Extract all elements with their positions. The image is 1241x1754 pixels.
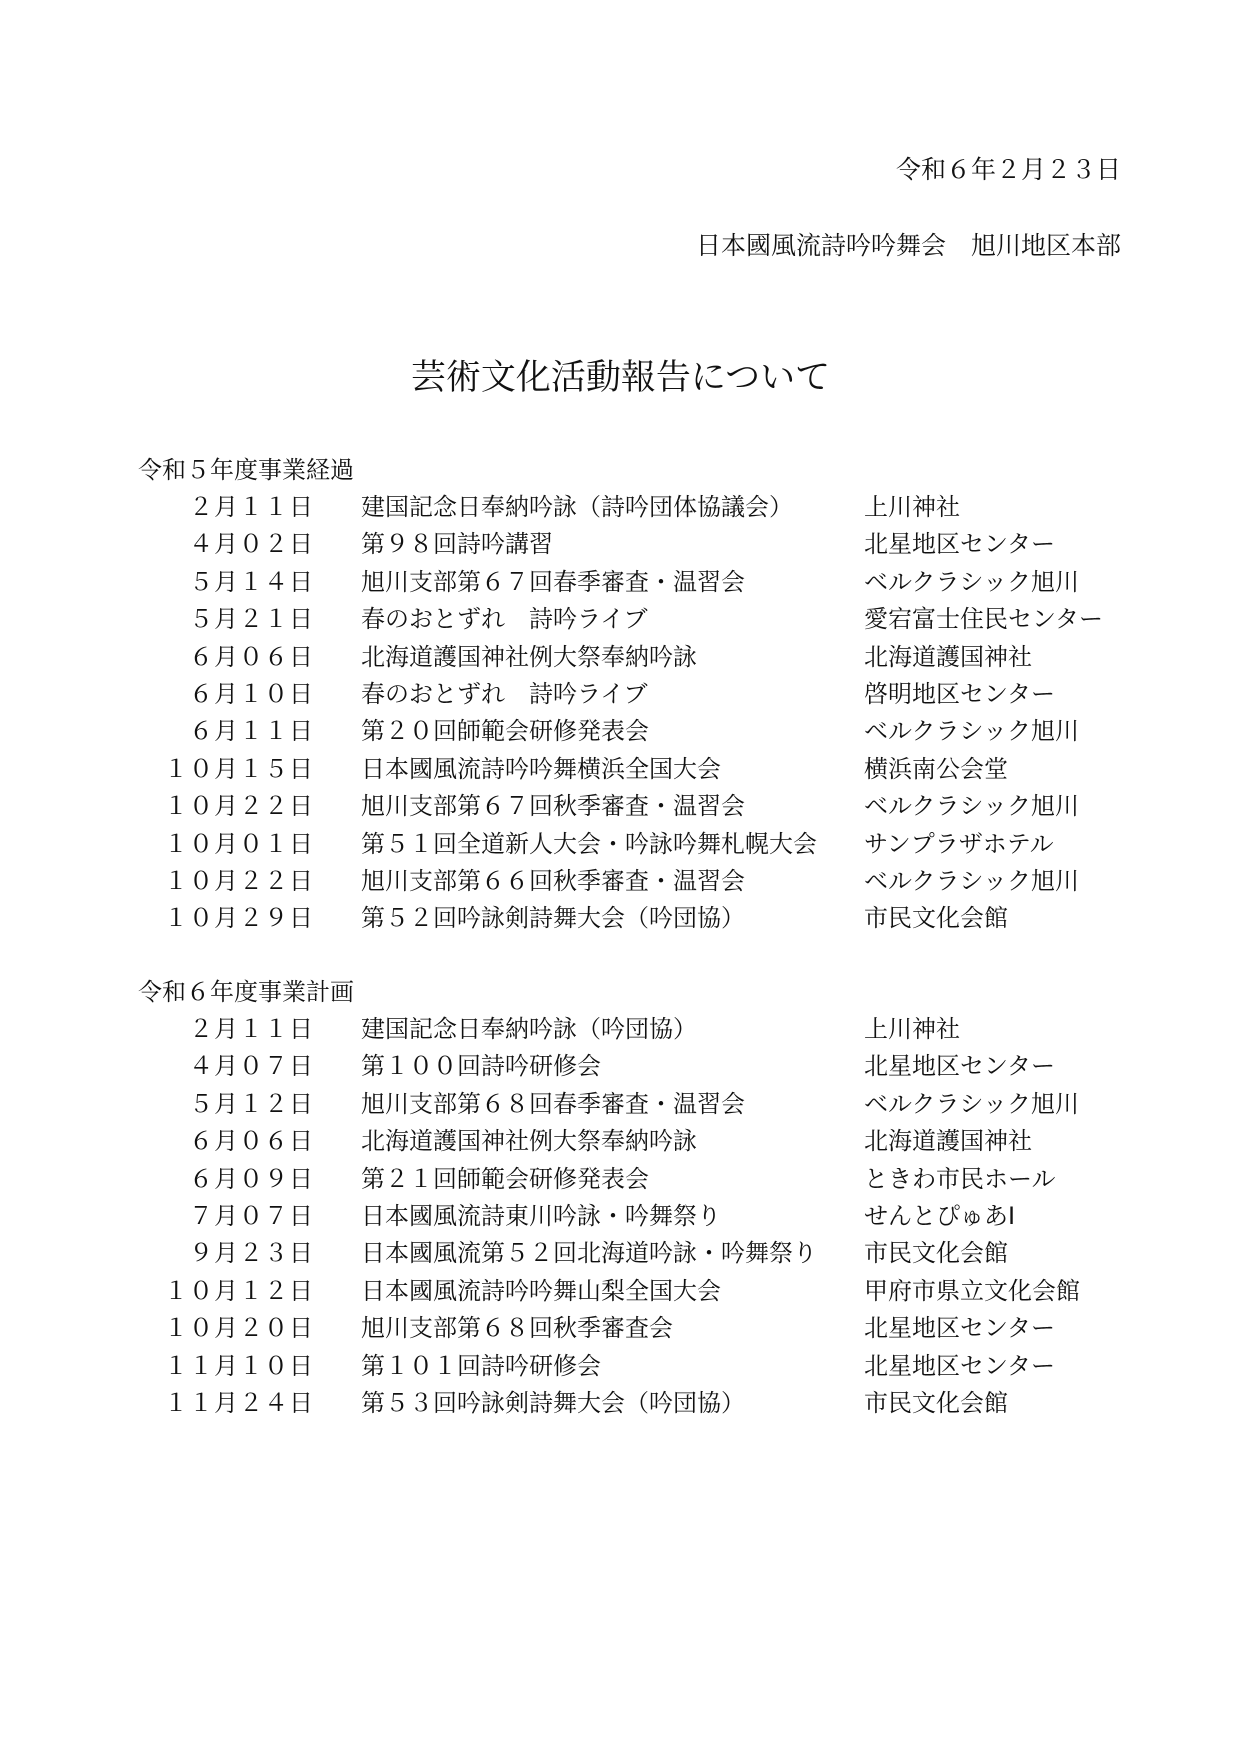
- event-row: [138, 1048, 1124, 1085]
- event-row: [138, 788, 1124, 825]
- document-date: 令和６年２月２３日: [895, 155, 1121, 184]
- event-name: 第１０１回詩吟研修会: [361, 1351, 601, 1380]
- event-venue: ベルクラシック旭川: [864, 717, 1080, 746]
- event-name: 第１００回詩吟研修会: [361, 1052, 601, 1081]
- event-venue: 上川神社: [864, 493, 960, 521]
- event-name: 建国記念日奉納吟詠（詩吟団体協議会）: [361, 493, 793, 521]
- section-fy6-plan: [138, 974, 1124, 1422]
- section-heading: 令和６年度事業計画: [138, 978, 354, 1006]
- event-row: [138, 751, 1124, 788]
- event-name: 旭川支部第６８回春季審査・温習会: [361, 1089, 745, 1118]
- event-name: 旭川支部第６７回秋季審査・温習会: [361, 792, 745, 821]
- event-name: 春のおとずれ 詩吟ライブ: [361, 679, 648, 708]
- event-venue: サンプラザホテル: [864, 829, 1054, 858]
- section-heading: 令和５年度事業経過: [138, 456, 354, 484]
- event-date: ６月０９日: [189, 1164, 314, 1193]
- event-date: ５月１２日: [189, 1089, 314, 1118]
- event-date: ２月１１日: [189, 493, 314, 521]
- event-venue: ベルクラシック旭川: [864, 567, 1080, 596]
- event-date: ６月１０日: [189, 679, 314, 708]
- section-fy5-results: [138, 452, 1124, 938]
- event-venue: 上川神社: [864, 1015, 960, 1043]
- event-venue: 北星地区センター: [864, 1052, 1056, 1081]
- event-name: 第５２回吟詠剣詩舞大会（吟団協）: [361, 904, 745, 933]
- event-row: [138, 601, 1124, 638]
- event-row: [138, 526, 1124, 563]
- event-name: 旭川支部第６６回秋季審査・温習会: [361, 866, 745, 895]
- event-row: [138, 863, 1124, 900]
- event-name: 北海道護国神社例大祭奉納吟詠: [361, 1127, 697, 1156]
- event-name: 第５１回全道新人大会・吟詠吟舞札幌大会: [361, 829, 817, 858]
- event-date: ６月１１日: [189, 717, 314, 746]
- event-venue: 横浜南公会堂: [864, 754, 1008, 783]
- event-date: ５月１４日: [189, 567, 314, 596]
- event-venue: ベルクラシック旭川: [864, 1089, 1080, 1118]
- event-date: １０月１２日: [164, 1276, 314, 1305]
- event-date: １０月２０日: [164, 1314, 314, 1343]
- event-date: １０月２９日: [164, 904, 314, 933]
- event-row: [138, 1161, 1124, 1198]
- event-date: ６月０６日: [189, 642, 314, 671]
- event-row: [138, 1086, 1124, 1123]
- event-date: ６月０６日: [189, 1127, 314, 1156]
- event-venue: 北星地区センター: [864, 1314, 1056, 1343]
- event-row: [138, 900, 1124, 937]
- event-date: １０月２２日: [164, 866, 314, 895]
- event-row: [138, 1348, 1124, 1385]
- event-row: [138, 1011, 1124, 1048]
- event-row: [138, 826, 1124, 863]
- event-name: 春のおとずれ 詩吟ライブ: [361, 605, 648, 634]
- event-venue: 啓明地区センター: [864, 679, 1056, 708]
- event-venue: ベルクラシック旭川: [864, 792, 1080, 821]
- event-venue: 北星地区センター: [864, 1351, 1056, 1380]
- event-row: [138, 1385, 1124, 1422]
- event-row: [138, 1273, 1124, 1310]
- event-venue: 愛宕富士住民センター: [864, 605, 1104, 634]
- event-name: 第９８回詩吟講習: [361, 530, 553, 559]
- event-venue: 甲府市県立文化会館: [864, 1276, 1080, 1305]
- event-date: ９月２３日: [189, 1239, 314, 1268]
- event-list: [138, 1011, 1124, 1422]
- event-row: [138, 1198, 1124, 1235]
- event-venue: せんとぴゅあⅠ: [864, 1201, 1016, 1230]
- event-row: [138, 676, 1124, 713]
- event-row: [138, 713, 1124, 750]
- organization-name: 日本國風流詩吟吟舞会 旭川地区本部: [695, 231, 1121, 260]
- event-name: 日本國風流詩吟吟舞横浜全国大会: [361, 754, 721, 783]
- event-row: [138, 1123, 1124, 1160]
- event-venue: 北星地区センター: [864, 530, 1056, 559]
- event-venue: 北海道護国神社: [864, 642, 1032, 671]
- event-row: [138, 639, 1124, 676]
- event-name: 旭川支部第６８回秋季審査会: [361, 1314, 673, 1343]
- event-date: １０月１５日: [164, 754, 314, 783]
- event-venue: ベルクラシック旭川: [864, 866, 1080, 895]
- event-row: [138, 1235, 1124, 1272]
- event-venue: 北海道護国神社: [864, 1127, 1032, 1156]
- event-date: １１月２４日: [164, 1388, 314, 1417]
- event-name: 北海道護国神社例大祭奉納吟詠: [361, 642, 697, 671]
- event-row: [138, 1310, 1124, 1347]
- event-date: ４月０２日: [189, 530, 314, 559]
- event-date: ２月１１日: [189, 1015, 314, 1043]
- event-date: ４月０７日: [189, 1052, 314, 1081]
- event-name: 第２０回師範会研修発表会: [361, 717, 649, 746]
- event-name: 建国記念日奉納吟詠（吟団協）: [361, 1015, 697, 1043]
- event-name: 日本國風流詩東川吟詠・吟舞祭り: [361, 1201, 721, 1230]
- event-date: ５月２１日: [189, 605, 314, 634]
- event-date: １０月２２日: [164, 792, 314, 821]
- event-date: １１月１０日: [164, 1351, 314, 1380]
- event-name: 第２１回師範会研修発表会: [361, 1164, 649, 1193]
- event-venue: 市民文化会館: [864, 904, 1008, 933]
- event-row: [138, 564, 1124, 601]
- event-name: 第５３回吟詠剣詩舞大会（吟団協）: [361, 1388, 745, 1417]
- event-venue: 市民文化会館: [864, 1388, 1008, 1417]
- event-date: ７月０７日: [189, 1201, 314, 1230]
- event-row: [138, 489, 1124, 526]
- event-venue: ときわ市民ホール: [864, 1164, 1056, 1193]
- document-title: 芸術文化活動報告について: [410, 358, 831, 398]
- event-list: [138, 489, 1124, 938]
- event-name: 日本國風流詩吟吟舞山梨全国大会: [361, 1276, 721, 1305]
- event-name: 日本國風流第５２回北海道吟詠・吟舞祭り: [361, 1239, 817, 1268]
- event-date: １０月０１日: [164, 829, 314, 858]
- event-venue: 市民文化会館: [864, 1239, 1008, 1268]
- event-name: 旭川支部第６７回春季審査・温習会: [361, 567, 745, 596]
